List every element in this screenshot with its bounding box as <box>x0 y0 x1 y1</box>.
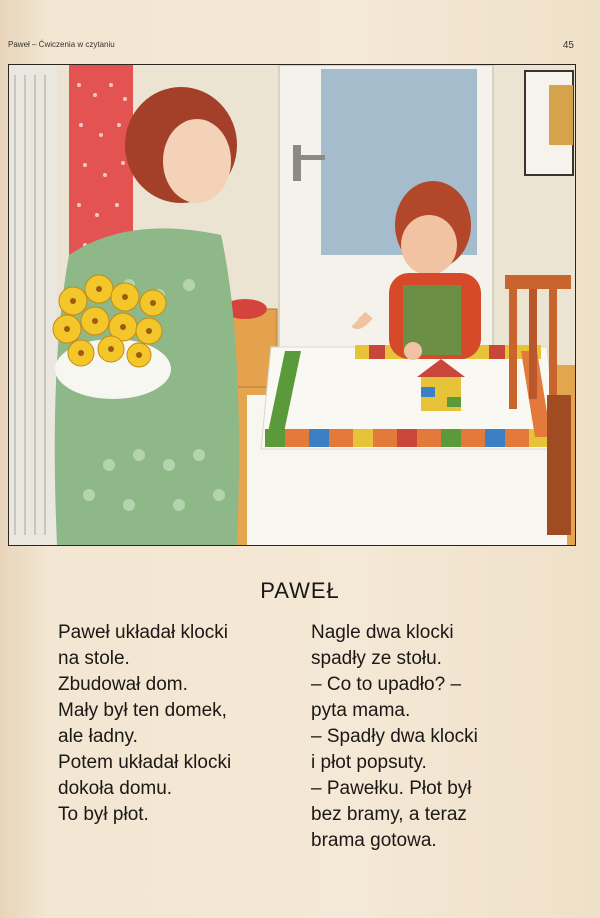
text-line: na stole. <box>58 648 130 669</box>
text-line: dokoła domu. <box>58 778 173 799</box>
text-line: Zbudował dom. <box>58 674 188 695</box>
window-frame <box>9 65 57 545</box>
text-line: Paweł układał klocki <box>58 622 229 643</box>
text-line: – Spadły dwa klocki <box>311 726 478 747</box>
text-line: ale ładny. <box>58 726 138 747</box>
text-line: bez bramy, a teraz <box>311 804 467 825</box>
text-line: i płot popsuty. <box>311 752 427 773</box>
text-line: pyta mama. <box>311 700 411 721</box>
story-illustration <box>8 64 576 546</box>
text-line: – Co to upadło? – <box>311 674 462 695</box>
text-line: – Pawełku. Płot był <box>311 778 472 799</box>
text-line: brama gotowa. <box>311 830 437 851</box>
running-head: Paweł – Ćwiczenia w czytaniu <box>8 40 115 49</box>
text-line: Potem układał klocki <box>58 752 232 773</box>
text-line: Nagle dwa klocki <box>311 622 454 643</box>
page-number: 45 <box>562 40 574 51</box>
text-line: spadły ze stołu. <box>311 648 442 669</box>
story-title: PAWEŁ <box>260 578 340 603</box>
door-handle <box>293 145 301 181</box>
story-text-left-column <box>58 620 298 828</box>
text-line: Mały był ten domek, <box>58 700 227 721</box>
illustration-drawing <box>9 65 575 545</box>
text-line: To był płot. <box>58 804 149 825</box>
story-text-right-column <box>311 620 561 854</box>
